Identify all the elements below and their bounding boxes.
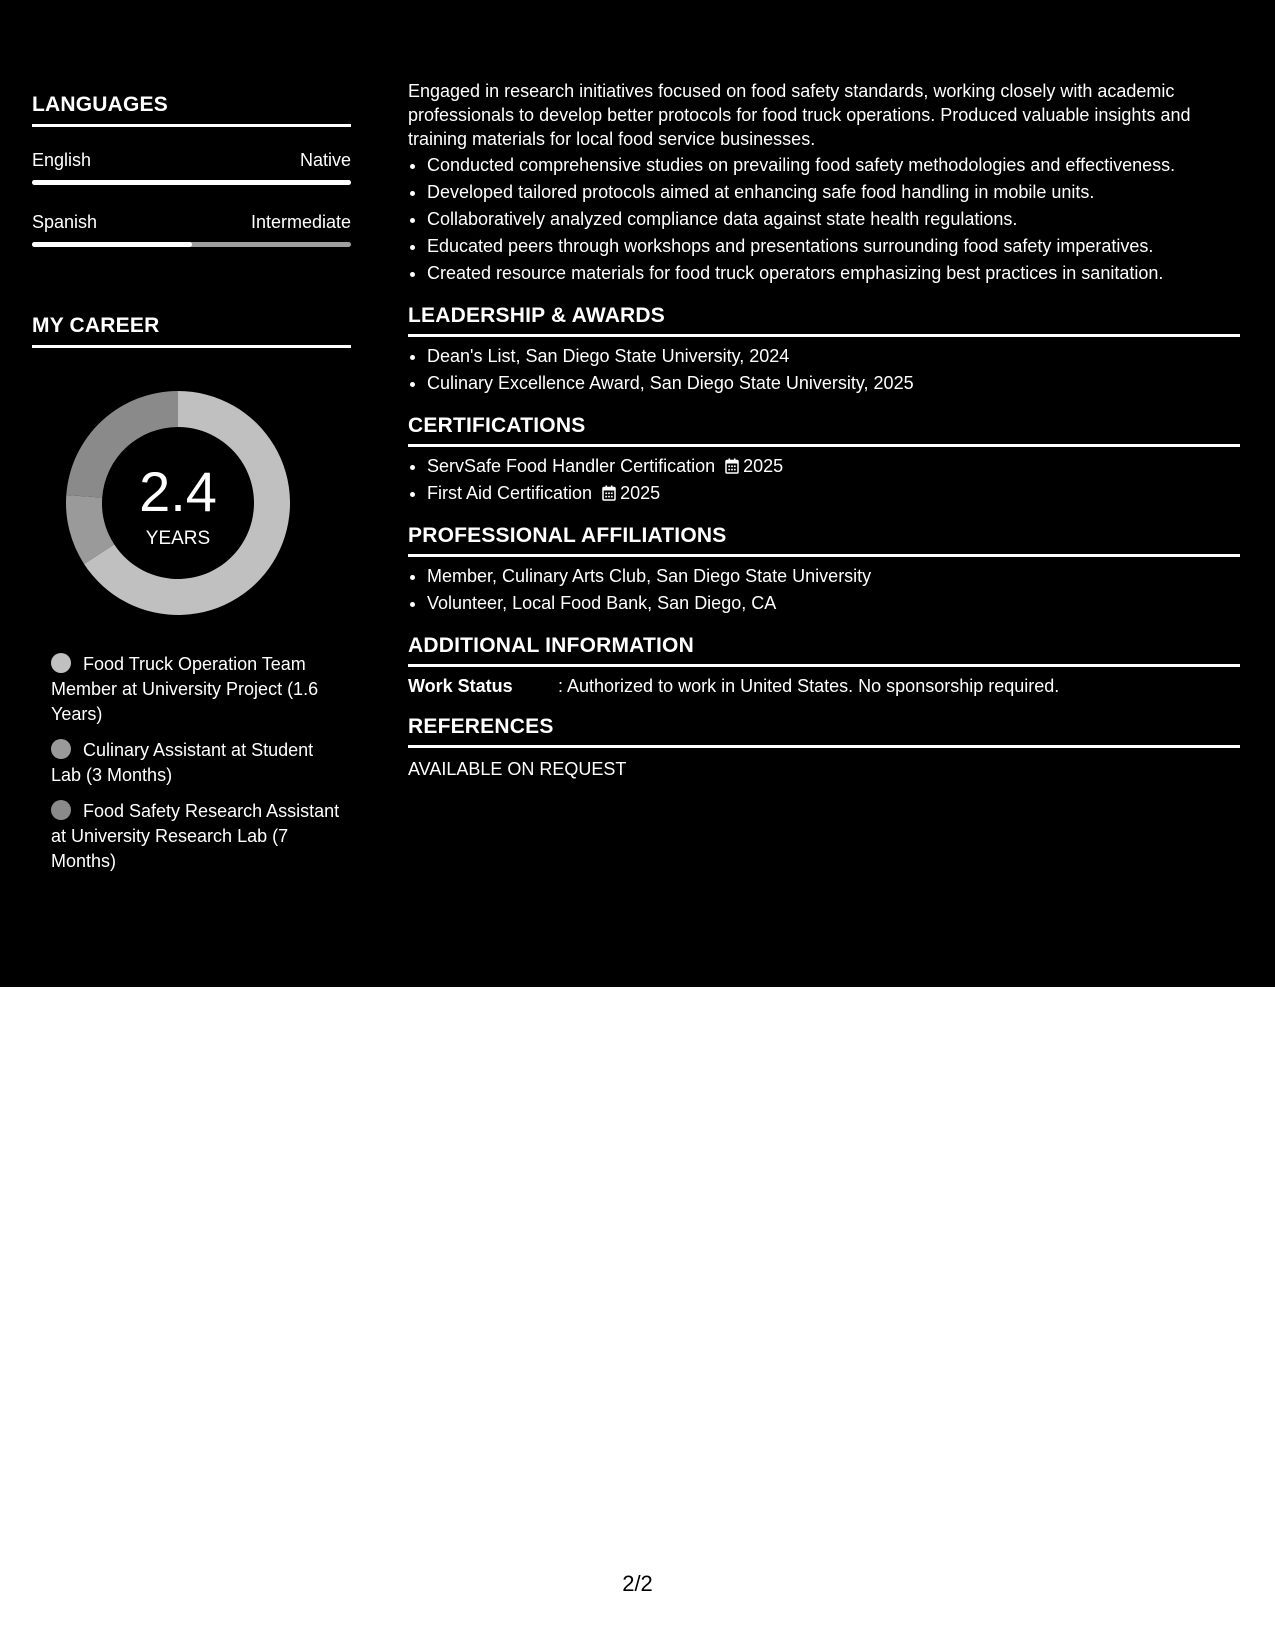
references-text: AVAILABLE ON REQUEST: [408, 759, 627, 779]
certifications-section: [408, 413, 1240, 507]
leadership-section: [408, 303, 1240, 397]
additional-info-title: ADDITIONAL INFORMATION: [408, 633, 1240, 667]
career-title: MY CAREER: [32, 313, 351, 348]
certifications-title: CERTIFICATIONS: [408, 413, 1240, 447]
list-item: • Culinary Excellence Award, San Diego State University, 2025: [427, 370, 1240, 397]
legend-dot: [51, 800, 71, 820]
language-proficiency-bar: [32, 242, 351, 247]
donut-center: [65, 390, 291, 616]
work-status-label: Work Status: [408, 676, 513, 696]
career-years-unit: YEARS: [145, 528, 211, 549]
career-item-label: Food Truck Operation Team Member at University Project (1.6 Years): [51, 654, 319, 724]
affiliations-title: PROFESSIONAL AFFILIATIONS: [408, 523, 1240, 557]
language-name: English: [32, 150, 92, 170]
language-level: Native: [299, 150, 351, 170]
career-item: [51, 738, 341, 788]
list-item: • Conducted comprehensive studies on prevailing food safety methodologies and effectiveness.: [427, 152, 1240, 179]
legend-dot: [51, 653, 71, 673]
affiliations-section: [408, 523, 1240, 617]
leadership-list: [408, 343, 1240, 397]
work-status-value: : Authorized to work in United States. No sponsorship required.: [558, 676, 1060, 696]
certification-year: 2025: [743, 456, 784, 476]
list-item: [427, 453, 1240, 480]
language-proficiency-bar: [32, 180, 351, 185]
career-item: [51, 652, 341, 727]
certification-name: ServSafe Food Handler Certification: [427, 456, 716, 476]
career-item-label: Food Safety Research Assistant at University Research Lab (7 Months): [51, 801, 340, 871]
career-donut-chart: [65, 390, 291, 616]
legend-dot: [51, 739, 71, 759]
calendar-icon: [602, 485, 616, 501]
list-item: • Created resource materials for food truck operators emphasizing best practices in sanitation.: [427, 260, 1240, 287]
experience-bullets: [408, 152, 1240, 287]
language-proficiency-fill: [32, 180, 351, 185]
list-item: • Collaboratively analyzed compliance data against state health regulations.: [427, 206, 1240, 233]
certification-year: 2025: [620, 483, 661, 503]
language-english: [32, 149, 351, 187]
languages-title: LANGUAGES: [32, 92, 351, 127]
page-number: 2/2: [622, 1571, 653, 1596]
list-item: • Volunteer, Local Food Bank, San Diego, CA: [427, 590, 1240, 617]
affiliations-list: [408, 563, 1240, 617]
language-proficiency-fill: [32, 242, 192, 247]
sidebar: [32, 92, 351, 885]
main-column: [408, 79, 1240, 781]
certification-name: First Aid Certification: [427, 483, 593, 503]
calendar-icon: [725, 458, 739, 474]
additional-info-section: [408, 633, 1240, 698]
language-level: Intermediate: [250, 212, 351, 232]
references-title: REFERENCES: [408, 714, 1240, 748]
leadership-title: LEADERSHIP & AWARDS: [408, 303, 1240, 337]
experience-summary: Engaged in research initiatives focused on food safety standards, working closely with academic professionals to develop better protocols for food truck operations. Produced valuable insights and training materials for local food service businesses.: [408, 81, 1191, 149]
list-item: • Educated peers through workshops and presentations surrounding food safety imperatives.: [427, 233, 1240, 260]
language-name: Spanish: [32, 212, 98, 232]
career-item-label: Culinary Assistant at Student Lab (3 Months): [51, 740, 314, 785]
references-section: [408, 714, 1240, 781]
career-item: [51, 799, 341, 874]
career-years-value: 2.4: [139, 460, 217, 523]
list-item: • Developed tailored protocols aimed at enhancing safe food handling in mobile units.: [427, 179, 1240, 206]
list-item: • Dean's List, San Diego State University, 2024: [427, 343, 1240, 370]
career-legend: [32, 652, 351, 874]
list-item: [427, 480, 1240, 507]
work-status-row: [408, 674, 1240, 698]
certifications-list: [408, 453, 1240, 507]
language-spanish: [32, 211, 351, 249]
list-item: • Member, Culinary Arts Club, San Diego State University: [427, 563, 1240, 590]
